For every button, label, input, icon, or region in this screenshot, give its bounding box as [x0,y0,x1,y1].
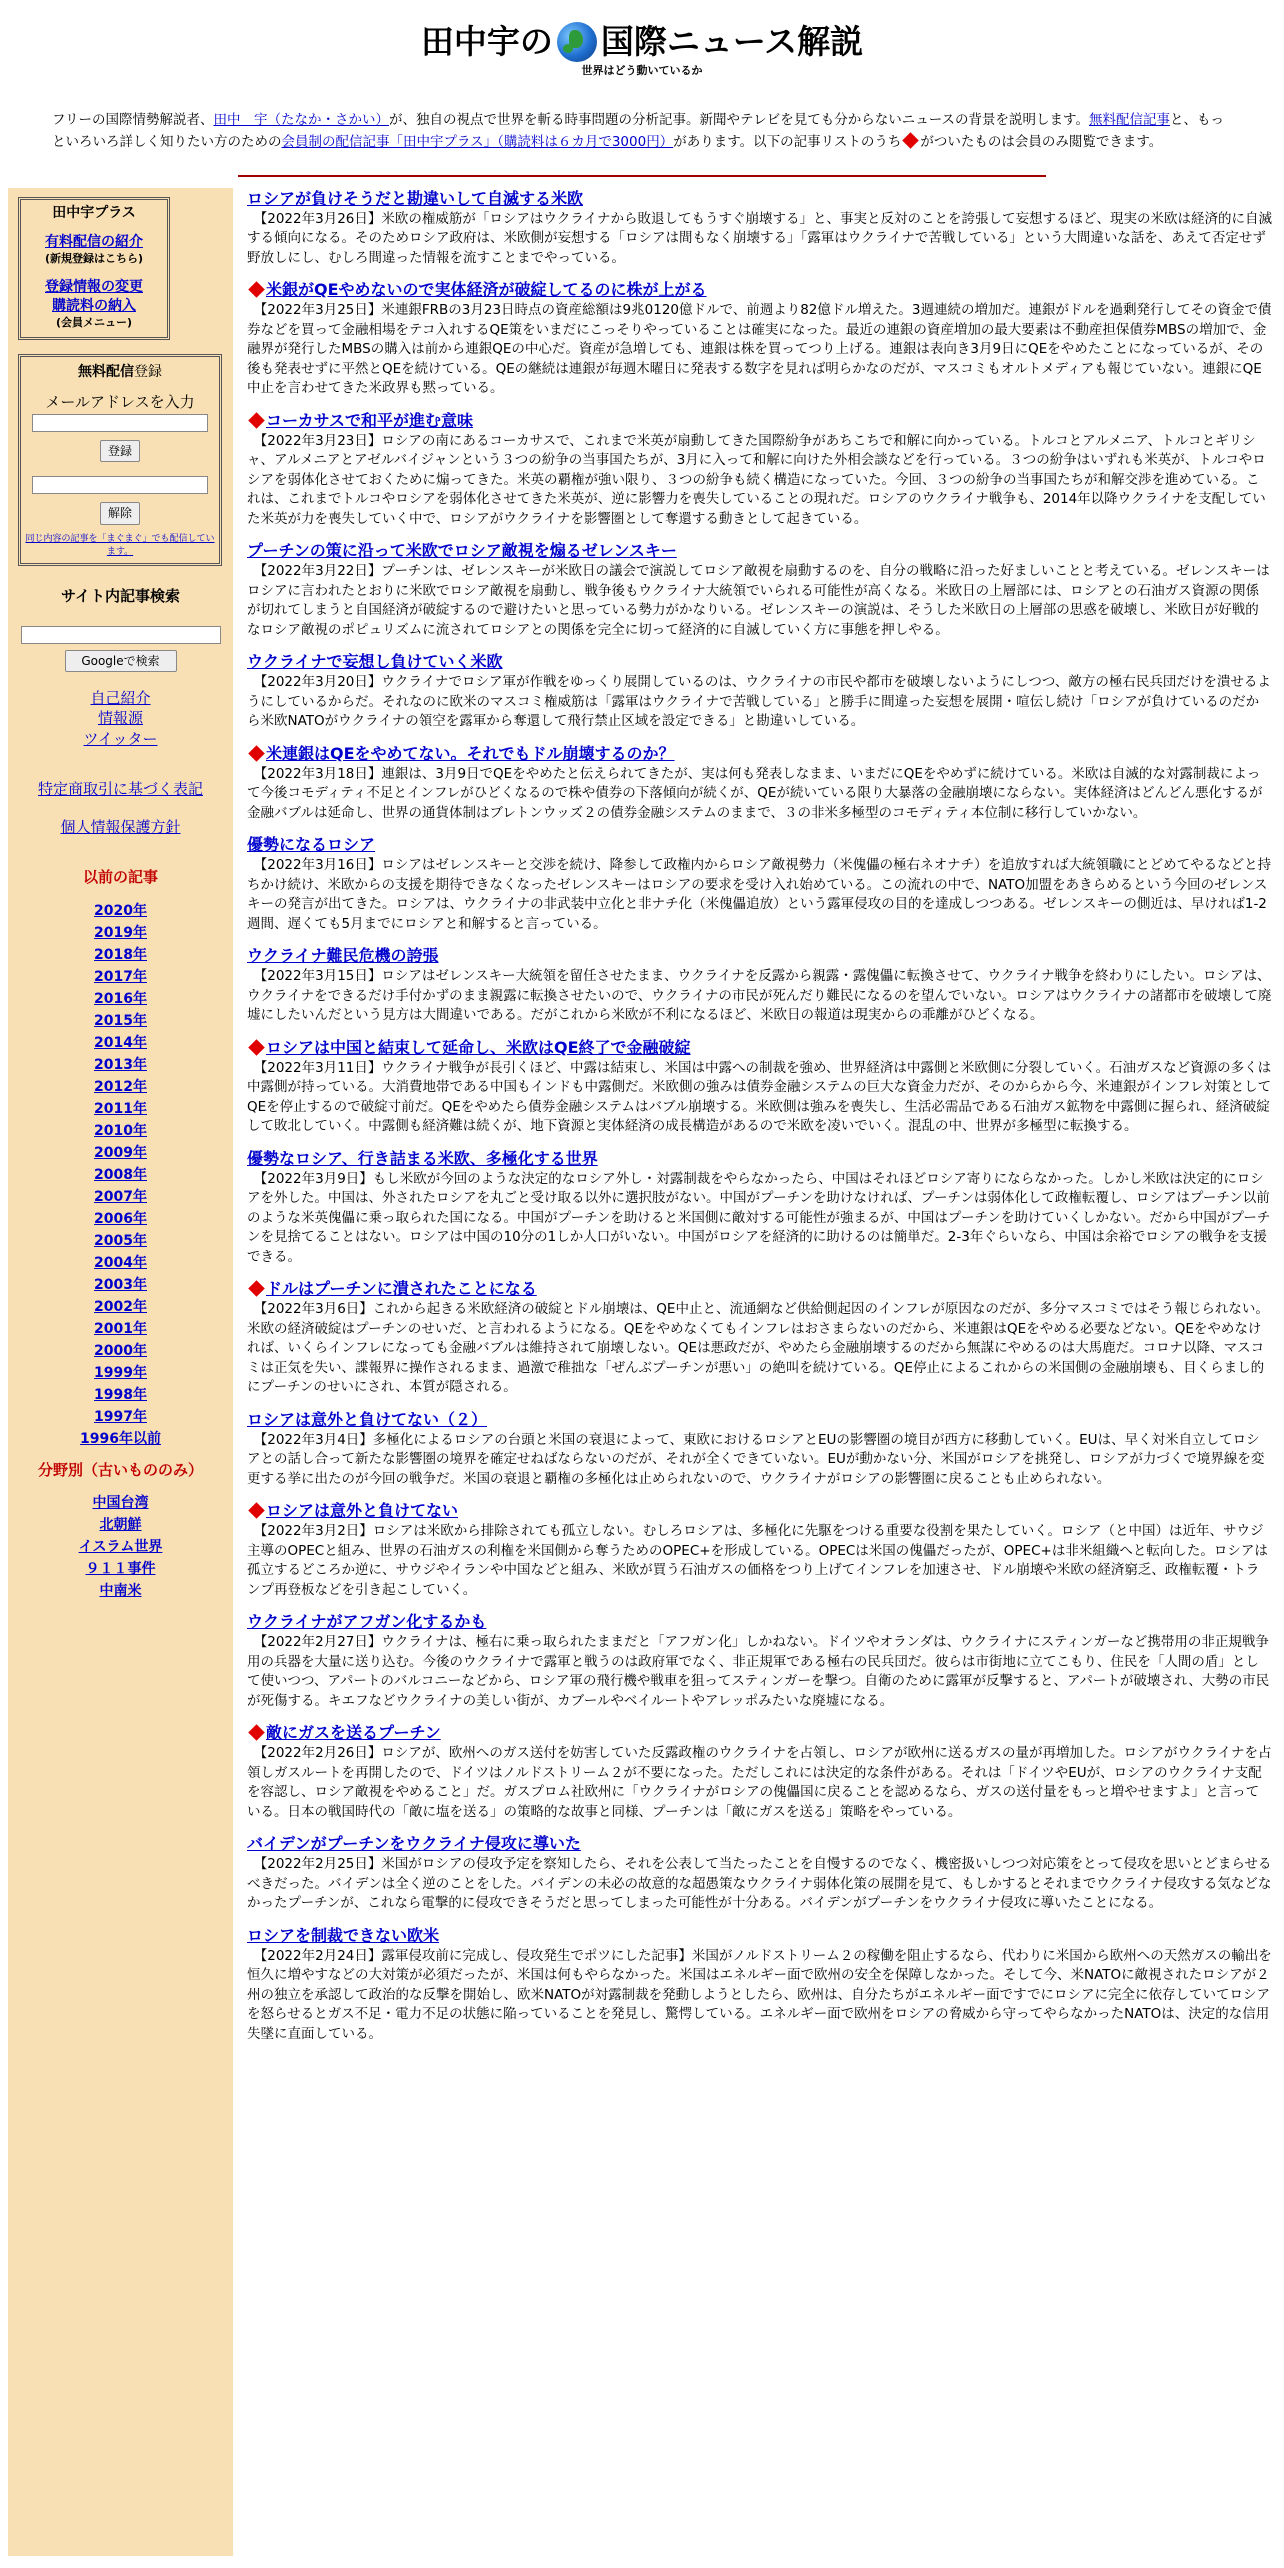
privacy-link[interactable]: 個人情報保護方針 [60,818,181,837]
article-summary: 【2022年2月25日】米国がロシアの侵攻予定を察知したら、それを公表して当たったことを自慢するのでなく、機密扱いしつつ対応策をとって侵攻を思いとどまらせるべきだった。バイデンは全く逆のことをした。バイデンの未必の故意的な超愚策なウクライナ弱体化策の展開を見て、もしかするとそれまでウクライナ侵攻する気などなかったプーチンが、これなら電撃的に侵攻できそうだと思ってしまった可能性が十分ある。バイデンがプーチンをウクライナ侵攻に導いたことになる。 [247,1856,1272,1912]
members-only-diamond-icon [248,1039,265,1056]
article-item [247,743,1272,824]
article-heading [247,540,1272,562]
article-item [247,188,1272,269]
members-only-diamond-icon [248,1281,265,1298]
year-link[interactable]: 2015年 [94,1012,147,1029]
article-summary: 【2022年3月4日】多極化によるロシアの台頭と米国の衰退によって、東欧におけるロシアとEUの影響圏の境目が西方に移動していく。EUは、早く対米自立してロシアとの話し合って新たな影響圏の境界を確定せねばならないのだが、それが全くできていない。EUが動かない分、米国がロシアを挑発し、ロシアが力づくで境界線を変更する挙に出たのが今回の戦争だ。米国の衰退と覇権の多極化は止められないので、ウクライナがロシアの影響圏に戻ることも止められない。 [247,1431,1265,1487]
plus-box [18,197,170,340]
article-title-link[interactable]: ロシアを制裁できない欧米 [247,1925,440,1945]
paid-articles-link[interactable]: 会員制の配信記事「田中宇プラス」（購読料は６カ月で3000円） [281,133,674,150]
article-title-link[interactable]: 優勢なロシア、行き詰まる米欧、多極化する世界 [247,1148,598,1168]
article-title-link[interactable]: ロシアは意外と負けてない [266,1501,459,1521]
article-item [247,1409,1272,1490]
article-heading [247,1278,1272,1300]
email-label: メールアドレスを入力 [45,392,195,411]
pay-fee-link[interactable]: 購読料の納入 [52,298,136,315]
article-item [247,1037,1272,1137]
year-link[interactable]: 2004年 [94,1254,147,1271]
members-only-diamond-icon [248,1503,265,1520]
email-field-cancel[interactable] [32,476,208,494]
google-search-button[interactable]: Googleで検索 [65,650,177,672]
site-subtitle: 世界はどう動いているか [581,64,703,77]
article-summary: 【2022年3月9日】もし米欧が今回のような決定的なロシア外し・対露制裁をやらなかったら、中国はそれほどロシア寄りにならなかった。しかし米欧は決定的にロシアを外した。中国は、外されたロシアを丸ごと受け取る以外に選択肢がない。中国がプーチンを助けなければ、プーチンは弱体化して政権転覆し、ロシアはプーチン以前のような米英傀儡に乗っ取られた国になる。中国がプーチンを助けると米国側に敵対する可能性が強まるが、中国はプーチンを助けていくしかない。だから中国がプーチンを見捨てることはない。ロシアは中国の10分の1しか人口がいない。中国がロシアを経済的に助けるのは簡単だ。2-3年ぐらいなら、中国は余裕でロシアの戦争を支援できる。 [247,1170,1271,1265]
article-title-link[interactable]: 米連銀はQEをやめてない。それでもドル崩壊するのか？ [266,743,675,763]
sidebar [8,188,233,2556]
year-link[interactable]: 2017年 [94,968,147,985]
members-only-diamond-icon [248,1725,265,1742]
year-link[interactable]: 2009年 [94,1144,147,1161]
article-title-link[interactable]: バイデンがプーチンをウクライナ侵攻に導いた [247,1834,581,1854]
article-title-link[interactable]: ウクライナ難民危機の誇張 [247,946,439,966]
article-heading [247,1722,1272,1744]
year-link[interactable]: 1999年 [94,1364,147,1381]
mag2-note [25,533,215,559]
email-field-register[interactable] [32,414,208,432]
topic-link[interactable]: 中国台湾 [92,1494,149,1511]
article-summary: 【2022年3月20日】ウクライナでロシア軍が作戦をゆっくり展開しているのは、ウクライナの市民や都市を破壊しないようにしつつ、敵方の極右民兵団だけを潰せるようにしているからだ。それなのに欧米のマスコミ権威筋は「露軍はウクライナで苦戦している」と勝手に間違った妄想を展開・喧伝し続け「ロシアが負けているのだから米欧NATOがウクライナの領空を露軍から奪還して飛行禁止区域を設定できる」と勘違いしている。 [247,674,1271,730]
plus-title: 田中宇プラス [52,204,136,221]
article-title-link[interactable]: ウクライナがアフガン化するかも [247,1612,487,1632]
article-item [247,1148,1272,1268]
year-link[interactable]: 2019年 [94,924,147,941]
article-summary: 【2022年2月26日】ロシアが、欧州へのガス送付を妨害していた反露政権のウクライナを占領し、ロシアが欧州に送るガスの量が再増加した。ロシアがウクライナを占領しガスルートを再開したので、ドイツはノルドストリーム２が不要になった。ただしこれには決定的な条件がある。それは「ドイツやEUが、ロシアのウクライナ支配を容認し、ロシア敵視をやめること」だ。ガスプロム社欧州に「ウクライナがロシアの傀儡国に戻ることを認めるなら、ガスの送付量をもっと増やせますよ」と言っている。日本の戦国時代の「敵に塩を送る」の策略的な故事と同様、プーチンは「敵にガスを送る」策略をやっている。 [247,1745,1272,1820]
article-heading [247,279,1272,301]
members-only-diamond-icon [248,282,265,299]
year-link[interactable]: 2016年 [94,990,147,1007]
article-item [247,410,1272,530]
year-link[interactable]: 2013年 [94,1056,147,1073]
article-heading [247,651,1272,673]
article-title-link[interactable]: 優勢になるロシア [247,835,376,855]
article-heading [247,834,1272,856]
members-only-diamond-icon [248,412,265,429]
article-title-link[interactable]: ウクライナで妄想し負けていく米欧 [247,652,503,672]
year-link[interactable]: 2010年 [94,1122,147,1139]
site-search-title: サイト内記事検索 [61,586,180,605]
mag2-link[interactable]: 同じ内容の記事を「まぐまぐ」でも配信しています。 [25,533,215,557]
article-summary: 【2022年3月2日】ロシアは米欧から排除されても孤立しない。むしろロシアは、多極化に先駆をつける重要な役割を果たしていく。ロシア（と中国）は近年、サウジ主導のOPECと組み、世界の石油ガスの利権を米国側から奪うためのOPEC+を形成している。OPECは米国の傀儡だったが、OPEC+は非米組織へと転向した。ロシアは孤立するどころか逆に、サウジやイランや中国などと組み、米欧が買う石油ガスの価格をつり上げてインフレを加速させ、ドル崩壊や米欧の経済窮乏、政権転覆・トランプ再登板などを引き起こしていく。 [247,1523,1268,1598]
article-heading [247,743,1272,765]
article-summary: 【2022年3月16日】ロシアはゼレンスキーと交渉を続け、降参して政権内からロシア敵視勢力（米傀儡の極右ネオナチ）を追放すれば大統領職にとどめてやるなどと持ちかけ続け、米欧からの支援を期待できなくなったゼレンスキーはロシアの要求を受け入れ始めている。この流れの中で、NATO加盟をあきらめるという今回のゼレンスキーの発言が出てきた。ロシアは、ウクライナの非武装中立化と非ナチ化（米傀儡追放）という露軍侵攻の目的を達成しつつある。ゼレンスキーの側近は、早ければ1-2週間、遅くても5月までにロシアと和解すると言っている。 [247,857,1272,932]
intro-paragraph [52,109,1232,153]
year-link[interactable]: 2007年 [94,1188,147,1205]
article-title-link[interactable]: ロシアが負けそうだと勘違いして自滅する米欧 [247,188,584,208]
article-heading [247,1611,1272,1633]
article-title-link[interactable]: コーカサスで和平が進む意味 [266,410,474,430]
free-signup-title [25,363,215,382]
article-summary: 【2022年3月15日】ロシアはゼレンスキー大統領を留任させたまま、ウクライナを反露から親露・露傀儡に転換させて、ウクライナ戦争を終わりにしたい。ロシアは、ウクライナをできるだけ手付かずのまま親露に転換させたいので、ウクライナの市民が死んだり難民になるのを望んでいない。ロシアはウクライナの諸都市を破壊して廃墟にしたいんだという見方は大間違いである。だがこれから米欧が不利になるほど、米欧日の報道は現実からの乖離がひどくなる。 [247,968,1272,1024]
article-heading [247,1409,1272,1431]
author-link[interactable]: 田中 宇（たなか・さかい） [213,111,389,128]
article-title-link[interactable]: 米銀がQEやめないので実体経済が破綻してるのに株が上がる [266,280,707,300]
year-link[interactable]: 2003年 [94,1276,147,1293]
article-heading [247,1500,1272,1522]
free-title-bold: 無料配信 [78,364,134,381]
article-heading [247,1148,1272,1170]
article-heading [247,1037,1272,1059]
globe-icon [557,22,597,62]
year-link[interactable]: 2012年 [94,1078,147,1095]
article-list [233,188,1284,2556]
article-summary: 【2022年2月27日】ウクライナは、極右に乗っ取られたままだと「アフガン化」しかねない。ドイツやオランダは、ウクライナにスティンガーなど携帯用の非正規戦争用の兵器を大量に送り込む。今後のウクライナで露軍と戦うのは政府軍でなく、非正規軍である極右の民兵団だ。彼らは市街地に立てこもり、住民を「人間の盾」として使いつつ、アパートのバルコニーなどから、ロシア軍の飛行機や戦車を狙ってスティンガーを撃つ。自衛のために露軍が反撃すると、アパートが破壊され、大勢の市民が死傷する。キエフなどウクライナの美しい街が、カブールやベイルートやアレッポみたいな廃墟になる。 [247,1634,1270,1709]
twitter-link[interactable]: ツイッター [83,729,158,748]
year-link[interactable]: 2018年 [94,946,147,963]
article-item [247,834,1272,934]
article-heading [247,410,1272,432]
intro-text: が、独自の視点で世界を斬る時事問題の分析記事。新聞やテレビを見ても分からないニュースの背景を説明します。 [388,111,1089,128]
article-heading [247,945,1272,967]
site-title-part2: 国際ニュース解説 [600,22,864,61]
register-button[interactable]: 登録 [100,440,140,462]
year-link[interactable]: 1996年以前 [80,1430,161,1447]
year-list [8,900,233,1450]
article-summary: 【2022年3月18日】連銀は、3月9日でQEをやめたと伝えられてきたが、実は何も発表しなまま、いまだにQEをやめずに続けている。米欧は自滅的な対露制裁によって今後コモディティ不足とインフレがひどくなるので株や債券の下落傾向が続くが、QEが続いている限り大暴落の金融崩壊にならない。実体経済はどんどん悪化するが金融バブルは延命し、世界の通貨体制はブレトンウッズ２の債券金融システムのままで、３の非米多極型のコモディティ本位制に移行していかない。 [247,765,1263,821]
article-item [247,1925,1272,2045]
intro-text: フリーの国際情勢解説者、 [52,111,214,128]
topics-title: 分野別（古いもののみ） [37,1460,203,1479]
site-title [421,22,863,62]
article-summary: 【2022年3月25日】米連銀FRBの3月23日時点の資産総額は9兆0120億ドルで、前週より82億ドル増えた。3週連続の増加だ。連銀がドルを過剰発行してその資金で債券などを買って金融相場をテコ入れするQE策をいまだにこっそりやっていることは確実になった。最近の連銀の資産増加の最大要素は不動産担保債券MBSの増加で、金融界が発行したMBSの購入は前から連銀QEの中心だ。資産が急増しても、連銀は株を買ってつり上げる。連銀は表向き3月9日にQEをやめたことになっているが、その後も発表せずに平然とQEを続けている。QEの継続は連銀が毎週木曜日に発表する数字を見れば明らかなのだが、マスコミもオルトメディアも報じていない。連銀にQE中止を言わせてきた米政界も黙っている。 [247,302,1272,397]
article-item [247,945,1272,1026]
year-link[interactable]: 1998年 [94,1386,147,1403]
article-item [247,1833,1272,1914]
year-link[interactable]: 2008年 [94,1166,147,1183]
topic-link[interactable]: 北朝鮮 [99,1516,142,1533]
article-item [247,540,1272,640]
article-title-link[interactable]: プーチンの策に沿って米欧でロシア敵視を煽るゼレンスキー [247,541,677,561]
cancel-button[interactable]: 解除 [100,502,140,524]
commerce-law-link[interactable]: 特定商取引に基づく表記 [37,779,203,798]
article-heading [247,1833,1272,1855]
article-title-link[interactable]: ドルはプーチンに潰されたことになる [266,1279,537,1299]
sources-link[interactable]: 情報源 [97,709,143,728]
article-item [247,279,1272,399]
topic-link[interactable]: ９１１事件 [85,1560,156,1577]
year-link[interactable]: 2006年 [94,1210,147,1227]
free-title-rest: 登録 [134,364,162,381]
article-heading [247,1925,1272,1947]
red-diamond-icon [903,132,920,149]
free-signup-box [18,354,222,566]
article-item [247,1278,1272,1398]
search-input[interactable] [21,626,221,644]
article-summary: 【2022年3月23日】ロシアの南にあるコーカサスで、これまで米英が扇動してきた国際紛争があちこちで和解に向かっている。トルコとアルメニア、トルコとギリシャ、アルメニアとアゼルバイジャンという３つの紛争の当事国たちが、3月に入って和解に向けた外相会談などを行っている。３つの紛争はいずれも米英が、トルコやロシアを弱体化させておくために煽ってきた。米英の覇権が強い限り、３つの紛争も続く構造になっていた。今回、３つの紛争の当事国たちが和解交渉を進めている。これは、これまでトルコやロシアを弱体化させてきた米英が、逆に影響力を喪失していることの現れだ。ロシアのウクライナ戦争も、2014年以降ウクライナを支配していた米英が力を喪失していく中で、ロシアがウクライナを影響圏として奪還する動きとして起きている。 [247,432,1266,527]
article-item [247,1500,1272,1600]
article-item [247,651,1272,732]
topic-link[interactable]: 中南米 [99,1582,142,1599]
article-title-link[interactable]: ロシアは意外と負けてない（２） [247,1409,488,1429]
header-divider [238,175,1046,177]
past-articles-title: 以前の記事 [82,868,158,887]
article-summary: 【2022年2月24日】露軍侵攻前に完成し、侵攻発生でポツにした記事】米国がノルドストリーム２の稼働を阻止するなら、代わりに米国から欧州への天然ガスの輸出を恒久に増やすなどの大対策が必須だったが、米国は何もやらなかった。米国はエネルギー面で欧州の安全を保障しなかった。そして今、米NATOに敵視されたロシアが２州の独立を承認して政治的な反撃を開始し、欧米NATOが対露制裁を発動しようとしたら、欧州は、自分たちがエネルギー面ですでにロシアに完全に依存していてロシアを怒らせるとガス不足・電力不足の状態に陥っていることを発見し、驚愕している。エネルギー面で欧州をロシアの脅威から守ってやらなかったNATOは、決定的な信用失墜に直面している。 [247,1947,1272,2042]
year-link[interactable]: 2005年 [94,1232,147,1249]
article-title-link[interactable]: 敵にガスを送るプーチン [266,1723,441,1743]
year-link[interactable]: 2000年 [94,1342,147,1359]
paid-intro-link[interactable]: 有料配信の紹介 [45,233,143,250]
change-info-link[interactable]: 登録情報の変更 [45,279,143,296]
site-title-part1: 田中宇の [420,22,553,61]
article-title-link[interactable]: ロシアは中国と結束して延命し、米欧はQE終了で金融破綻 [266,1037,691,1057]
year-link[interactable]: 2020年 [94,902,147,919]
member-menu-note: (会員メニュー) [55,316,133,330]
article-summary: 【2022年3月22日】プーチンは、ゼレンスキーが米欧日の議会で演説してロシア敵視を扇動するのを、自分の戦略に沿った好ましいことと考えている。ゼレンスキーはロシアに言われたとおりに米欧でロシア敵視を扇動し、戦争後もウクライナ大統領でいられる可能性が高くなる。米欧日の上層部には、ロシアとの石油ガス資源の関係が切れてしまうと自国経済が破綻するので避けたいと思っている勢力がかなりいる。ゼレンスキーの演説は、そうした米欧日の上層部の思惑を破壊し、米欧日が好戦的なロシア敵視のポピュリズムに流されてロシアとの関係を完全に切って経済的に自滅していく方に事態を押しやる。 [247,563,1270,638]
article-item [247,1611,1272,1711]
topic-list [8,1492,233,1602]
intro-text: があります。以下の記事リストのうち [673,133,902,150]
article-heading [247,188,1272,210]
article-summary: 【2022年3月11日】ウクライナ戦争が長引くほど、中露は結束し、米国は中露への制裁を強め、世界経済は中露側と米欧側に分裂していく。石油ガスなど資源の多くは中露側が持っている。大消費地帯である中国もインドも中露側だ。米欧側の強みは債券金融システムの巨大な資金力だが、そのからから今、米連銀がインフレ対策としてQEを停止するので破綻寸前だ。QEをやめたら債券金融システムはバブル崩壊する。米欧側は強みを喪失し、生活必需品である石油ガス鉱物を中露側に握られ、経済破綻して敗北していく。中露側も経済難は続くが、地下資源と実体経済の成長構造があるので米欧を凌いでいく。混乱の中、世界が多極型に転換する。 [247,1059,1272,1135]
year-link[interactable]: 2011年 [94,1100,147,1117]
article-summary: 【2022年3月26日】米欧の権威筋が「ロシアはウクライナから敗退してもうすぐ崩壊する」と、事実と反対のことを誇張して妄想するほど、現実の米欧は経済的に自滅する傾向になる。そのためロシア政府は、米欧側が妄想する「ロシアは間もなく崩壊する」「露軍はウクライナで苦戦している」という大間違いな話を、あえて否定せず野放しにし、むしろ間違った情報を流すことまでやっている。 [247,210,1272,266]
intro-text: がついたものは会員のみ閲覧できます。 [920,133,1163,150]
page-header [0,0,1284,79]
members-only-diamond-icon [248,745,265,762]
profile-link[interactable]: 自己紹介 [90,689,151,708]
free-articles-link[interactable]: 無料配信記事 [1088,111,1170,128]
article-summary: 【2022年3月6日】これから起きる米欧経済の破綻とドル崩壊は、QE中止と、流通網など供給側起因のインフレが原因なのだが、多分マスコミではそう報じられない。米欧の経済破綻はプーチンのせいだ、と言われるようになる。QEをやめなくてもインフレはおさまらないのだから、米連銀はQEをやめる必要などない。QEをやめなければ、いくらインフレになっても金融バブルは維持されて崩壊しない。QEは悪政だが、やめたら金融崩壊するのだから無謀にやめるのは大馬鹿だ。コロナ以降、マスコミは正気を失い、諜報界に操作されるまま、過激で稚拙な「ぜんぶプーチンが悪い」の絶叫を続けている。QE停止によるこれからの米国側の金融崩壊も、目くらまし的にプーチンのせいにされ、本質が隠される。 [247,1301,1269,1396]
year-link[interactable]: 1997年 [94,1408,147,1425]
new-signup-note: (新規登録はこちら) [44,251,144,265]
year-link[interactable]: 2002年 [94,1298,147,1315]
year-link[interactable]: 2014年 [94,1034,147,1051]
article-item [247,1722,1272,1822]
topic-link[interactable]: イスラム世界 [78,1538,163,1555]
year-link[interactable]: 2001年 [94,1320,147,1337]
intro-text: と、もっといろいろ詳しく知りたい方のための [52,111,1224,150]
